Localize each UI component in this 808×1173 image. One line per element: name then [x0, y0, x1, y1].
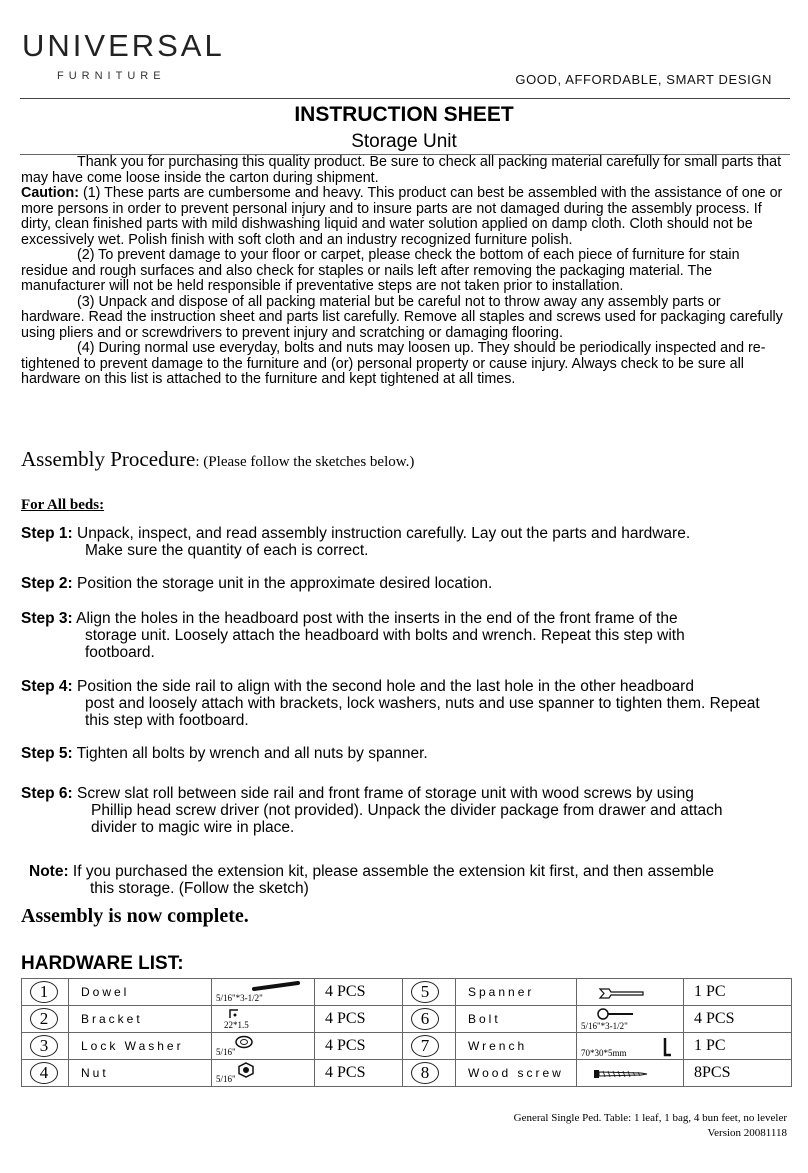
bolt-icon	[597, 1008, 637, 1020]
table-row	[22, 979, 792, 1006]
step-2	[21, 575, 791, 592]
step-text-cont: storage unit. Loosely attach the headboard with bolts and wrench. Repeat this step with footboard.	[85, 627, 685, 661]
part-number: 5	[403, 979, 456, 1006]
step-text: Align the holes in the headboard post with the inserts in the end of the front frame of the	[72, 610, 678, 627]
note	[29, 863, 799, 897]
step-4	[21, 678, 791, 729]
part-icon-cell: 70*30*5mm	[577, 1033, 684, 1060]
hardware-table	[21, 978, 792, 1087]
caution-paragraph-3: (3) Unpack and dispose of all packing material but be careful not to throw away any assembly parts or hardware. Read the instruction sheet and parts list carefully. Remove all staples and screws used for packaging carefully using pliers and or screwdrivers to prevent injury and scratching or damaging flooring.	[21, 293, 783, 341]
bracket-icon	[228, 1008, 242, 1020]
part-name: Nut	[69, 1060, 212, 1087]
part-qty: 1 PC	[684, 1033, 792, 1060]
step-label: Step 3:	[21, 610, 73, 627]
part-number: 4	[22, 1060, 69, 1087]
part-qty: 4 PCS	[315, 1033, 403, 1060]
part-number: 3	[22, 1033, 69, 1060]
caution-label: Caution:	[21, 185, 79, 201]
part-icon-cell: 5/16"*3-1/2"	[212, 979, 315, 1006]
step-label: Step 1:	[21, 525, 73, 542]
part-qty: 4 PCS	[315, 1006, 403, 1033]
for-all-beds: For All beds:	[21, 497, 105, 513]
table-row	[22, 1060, 792, 1087]
part-number: 2	[22, 1006, 69, 1033]
part-name: Spanner	[456, 979, 577, 1006]
dowel-icon	[252, 980, 302, 992]
part-icon-cell	[577, 979, 684, 1006]
part-name: Lock Washer	[69, 1033, 212, 1060]
part-icon-cell: 5/16"	[212, 1033, 315, 1060]
step-3	[21, 610, 791, 661]
step-1	[21, 525, 791, 559]
intro-section	[21, 155, 784, 388]
step-label: Step 5:	[21, 745, 73, 762]
part-number: 7	[403, 1033, 456, 1060]
step-text: Position the storage unit in the approximate desired location.	[72, 575, 493, 592]
part-name: Wood screw	[456, 1060, 577, 1087]
part-qty: 4 PCS	[315, 979, 403, 1006]
part-icon-cell: 5/16"	[212, 1060, 315, 1087]
step-text: Position the side rail to align with the second hole and the last hole in the other headboard	[72, 678, 694, 695]
step-label: Step 2:	[21, 575, 73, 592]
step-6	[21, 785, 791, 836]
step-text: Unpack, inspect, and read assembly instruction carefully. Lay out the parts and hardware.	[72, 525, 691, 542]
assembly-heading	[21, 447, 414, 472]
page-subtitle: Storage Unit	[351, 131, 457, 152]
brand-logo: UNIVERSAL	[22, 28, 225, 63]
caution-text-1: (1) These parts are cumbersome and heavy. This product can best be assembled with the assistance of one or more persons in order to prevent personal injury and to insure parts are not damaged during the assembly process. If dirty, clean finished parts with mild dishwashing liquid and water solution applied on damp cloth. Cloth should not be excessively wet. Polish finish with soft cloth and an industry recognized furniture polish.	[21, 185, 783, 248]
part-qty: 1 PC	[684, 979, 792, 1006]
step-text-cont: Make sure the quantity of each is correct.	[85, 542, 369, 559]
part-qty: 8PCS	[684, 1060, 792, 1087]
assembly-complete: Assembly is now complete.	[21, 905, 249, 927]
step-text: Screw slat roll between side rail and front frame of storage unit with wood screws by using	[72, 785, 694, 802]
part-icon-cell: 5/16"*3-1/2"	[577, 1006, 684, 1033]
nut-icon	[236, 1062, 256, 1078]
brand-sub: FURNITURE	[57, 70, 166, 82]
part-number: 1	[22, 979, 69, 1006]
step-5	[21, 745, 791, 762]
note-text-cont: this storage. (Follow the sketch)	[90, 880, 309, 897]
caution-paragraph-4: (4) During normal use everyday, bolts and nuts may loosen up. They should be periodically inspected and re-tightened to prevent damage to the furniture and (or) personal property or cause injury. Always check to be sure all hardware on this list is attached to the furniture and kept tightened at all times.	[21, 340, 766, 387]
part-icon-cell: 22*1.5	[212, 1006, 315, 1033]
intro-paragraph: Thank you for purchasing this quality product. Be sure to check all packing material carefully for small parts that may have come loose inside the carton during shipment.	[21, 154, 782, 186]
part-qty: 4 PCS	[315, 1060, 403, 1087]
caution-paragraph-1	[21, 186, 784, 248]
part-name: Bolt	[456, 1006, 577, 1033]
step-text-cont: Phillip head screw driver (not provided). Unpack the divider package from drawer and attach divider to magic wire in place.	[91, 802, 723, 836]
hardware-list-title: HARDWARE LIST:	[21, 953, 184, 974]
step-label: Step 4:	[21, 678, 73, 695]
table-row	[22, 1033, 792, 1060]
assembly-heading-note: : (Please follow the sketches below.)	[195, 454, 415, 470]
part-name: Bracket	[69, 1006, 212, 1033]
part-name: Dowel	[69, 979, 212, 1006]
lock-washer-icon	[234, 1035, 254, 1049]
part-name: Wrench	[456, 1033, 577, 1060]
wood-screw-icon	[593, 1068, 649, 1080]
assembly-heading-text: Assembly Procedure	[21, 447, 196, 471]
part-icon-cell	[577, 1060, 684, 1087]
step-label: Step 6:	[21, 785, 73, 802]
note-text: If you purchased the extension kit, please assemble the extension kit first, and then assemble	[68, 863, 714, 880]
spanner-icon	[597, 985, 647, 1001]
footer-note: General Single Ped. Table: 1 leaf, 1 bag, 4 bun feet, no leveler	[513, 1112, 787, 1124]
note-label: Note:	[29, 863, 69, 880]
tagline: GOOD, AFFORDABLE, SMART DESIGN	[515, 72, 772, 87]
step-text-cont: post and loosely attach with brackets, lock washers, nuts and use spanner to tighten them. Repeat this step with footboard.	[85, 695, 760, 729]
allen-wrench-icon	[663, 1036, 673, 1058]
header-rule	[20, 98, 790, 99]
caution-paragraph-2: (2) To prevent damage to your floor or carpet, please check the bottom of each piece of furniture for stain residue and rough surfaces and also check for staples or nails left after removing the packaging material. The manufacturer will not be held responsible if preventative steps are not taken prior to installation.	[21, 247, 740, 294]
table-row	[22, 1006, 792, 1033]
page-title: INSTRUCTION SHEET	[294, 103, 514, 126]
part-number: 8	[403, 1060, 456, 1087]
part-number: 6	[403, 1006, 456, 1033]
part-qty: 4 PCS	[684, 1006, 792, 1033]
step-text: Tighten all bolts by wrench and all nuts by spanner.	[72, 745, 428, 762]
footer-version: Version 20081118	[707, 1127, 787, 1139]
